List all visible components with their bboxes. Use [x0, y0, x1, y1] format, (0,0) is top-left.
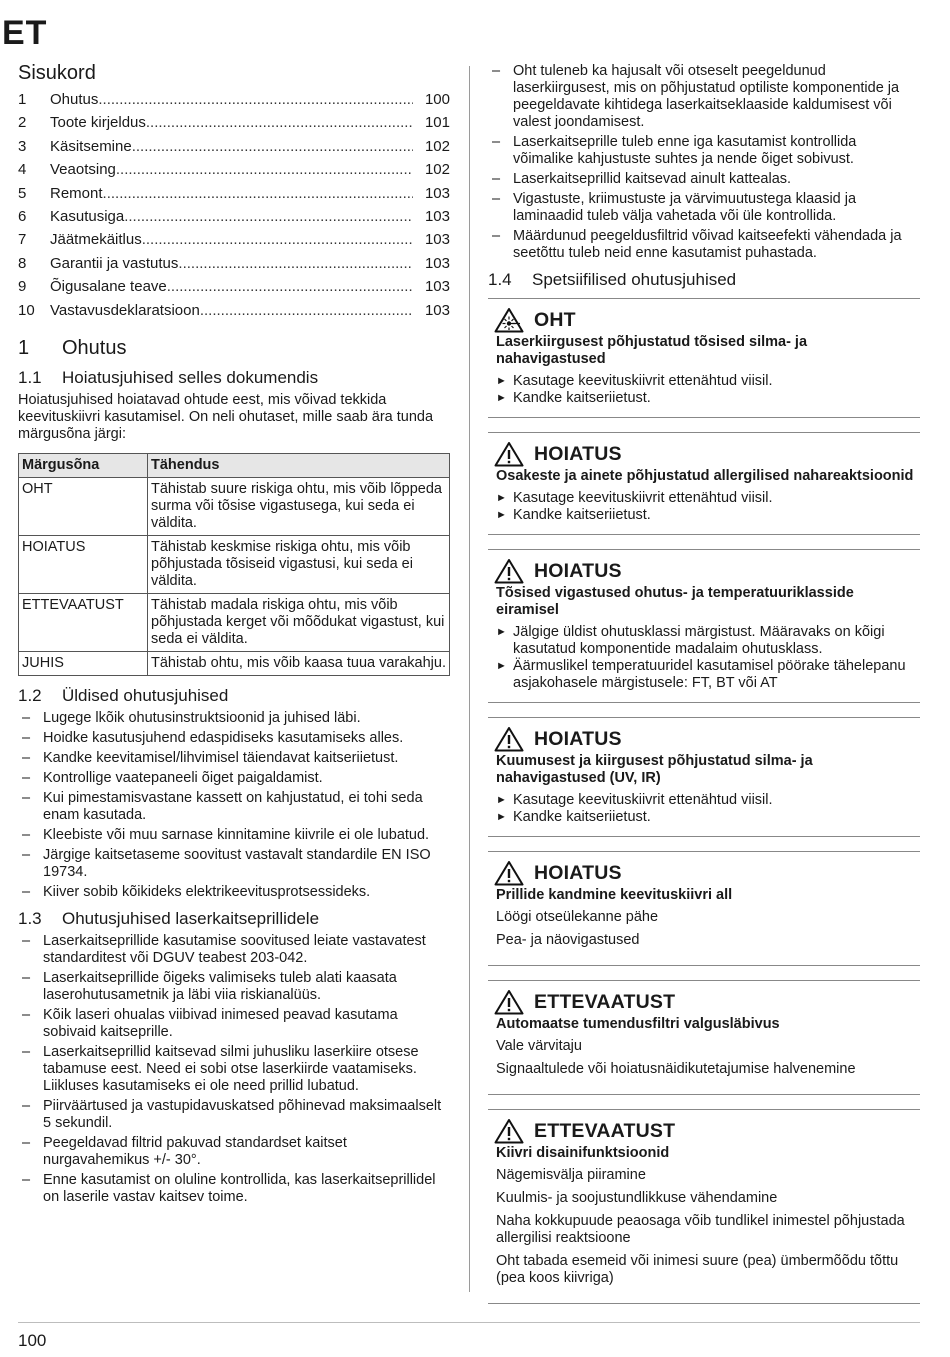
toc-item[interactable]: [18, 185, 450, 208]
table-header: Tähendus: [148, 453, 450, 477]
list-item: – Kontrollige vaatepaneeli õiget paigaldamist.: [18, 770, 450, 787]
laser-safety-list: [18, 933, 450, 1206]
toc-item[interactable]: [18, 138, 450, 161]
toc-item-page: 103: [424, 278, 450, 296]
toc-item[interactable]: [18, 208, 450, 231]
toc-leader-dots: [142, 231, 413, 248]
section-title: Ohutus: [62, 336, 127, 359]
laser-safety-list-continued: [488, 63, 920, 262]
toc-item-label: Jäätmekäitlus: [50, 231, 142, 249]
section-heading: [18, 337, 450, 360]
toc-item-number: 8: [18, 254, 27, 272]
warning-triangle-icon: [488, 726, 534, 752]
section-number: 1: [18, 336, 30, 359]
toc-item[interactable]: [18, 91, 450, 114]
warning-box-header: [488, 307, 920, 333]
toc-item-page: 103: [424, 207, 450, 225]
warning-box-header: [488, 726, 920, 752]
toc-leader-dots: [98, 91, 413, 108]
toc-item-page: 103: [424, 254, 450, 272]
warning-box: [488, 432, 920, 535]
meaning-cell: Tähistab keskmise riskiga ohtu, mis võib põhjustada tõsiseid vigastusi, kui seda ei väldita.: [148, 535, 450, 593]
warning-box: [488, 717, 920, 837]
warning-box-header: [488, 860, 920, 886]
subsection-title: Üldised ohutusjuhised: [62, 685, 229, 705]
toc-item[interactable]: [18, 114, 450, 137]
list-item: – Piirväärtused ja vastupidavuskatsed põhinevad maksimaalselt 5 sekundil.: [18, 1098, 450, 1132]
list-item: – Hoidke kasutusjuhend edaspidiseks kasutamiseks alles.: [18, 730, 450, 747]
warning-consequence: Kuulmis- ja soojustundlikkuse vähendamine: [496, 1190, 778, 1206]
toc-item-number: 6: [18, 207, 27, 225]
list-item: – Laserkaitseprillid kaitsevad silmi juhusliku laserkiire otsese tabamuse eest. Need ei sobi otse laserkiirde vaatamiseks. Liikluses kasutamiseks ei ole need prillid lubatud.: [18, 1044, 450, 1095]
toc-item[interactable]: [18, 231, 450, 254]
toc-leader-dots: [146, 114, 413, 131]
warning-signal-word: HOIATUS: [534, 559, 622, 582]
warning-box-header: [488, 989, 920, 1015]
toc-item[interactable]: [18, 161, 450, 184]
warning-triangle-icon: [488, 441, 534, 467]
warning-triangle-icon: [488, 1118, 534, 1144]
warning-signal-word: ETTEVAATUST: [534, 1119, 676, 1142]
general-safety-list: [18, 710, 450, 901]
warning-boxes: [488, 298, 920, 1304]
toc-item-page: 102: [424, 137, 450, 155]
table-row: [19, 477, 450, 535]
toc-item-label: Vastavusdeklaratsioon: [50, 301, 200, 319]
warning-box: [488, 549, 920, 703]
list-item: – Kandke keevitamisel/lihvimisel täiendavat kaitseriietust.: [18, 750, 450, 767]
warning-signal-word: HOIATUS: [534, 727, 622, 750]
table-header: Märgusõna: [19, 453, 148, 477]
list-item: – Kui pimestamisvastane kassett on kahjustatud, ei tohi seda enam kasutada.: [18, 790, 450, 824]
toc-item-label: Õigusalane teave: [50, 278, 167, 296]
warning-consequence: Naha kokkupuude peaosaga võib tundlikel inimestel põhjustada allergilisi reaktsioone: [496, 1213, 905, 1246]
list-item: – Laserkaitseprille tuleb enne iga kasutamist kontrollida võimalike kahjustuste suhtes ja nende õiget sobivust.: [488, 134, 920, 168]
warning-measures-list: [496, 490, 920, 524]
subsection-heading: [18, 368, 450, 388]
signal-word-table: [18, 453, 450, 676]
subsection-heading: [18, 909, 450, 929]
toc-leader-dots: [103, 185, 413, 202]
list-item: – Laserkaitseprillide õigeks valimiseks tuleb alati kaasata laserohutusametnik ja läbi viia riskianalüüs.: [18, 970, 450, 1004]
warning-hazard-title: Laserkiirgusest põhjustatud tõsised silma- ja nahavigastused: [496, 334, 808, 367]
warning-measure: ► Kasutage keevituskiivrit ettenähtud viisil.: [496, 792, 920, 809]
warning-consequence: Löögi otseülekanne pähe: [496, 909, 659, 925]
toc-item-page: 103: [424, 231, 450, 249]
warning-box: [488, 298, 920, 418]
table-row: [19, 651, 450, 675]
warning-signal-word: HOIATUS: [534, 442, 622, 465]
warning-triangle-icon: [488, 989, 534, 1015]
warning-measure: ► Kasutage keevituskiivrit ettenähtud viisil.: [496, 490, 920, 507]
intro-paragraph: Hoiatusjuhised hoiatavad ohtude eest, mis võivad tekkida keevituskiivri kasutamisel. On neli ohutaset, mille saab ära tunda märgusõna järgi:: [18, 391, 434, 442]
table-of-contents: [18, 91, 450, 325]
signal-word-cell: HOIATUS: [19, 535, 148, 593]
toc-item[interactable]: [18, 278, 450, 301]
subsection-heading: [18, 686, 450, 706]
subsection-heading: [488, 270, 920, 290]
warning-hazard-title: Automaatse tumendusfiltri valgusläbivus: [496, 1016, 780, 1032]
toc-item-page: 103: [424, 184, 450, 202]
list-item: – Enne kasutamist on oluline kontrollida, kas laserkaitseprillidel on laserile vastav kaitsev toime.: [18, 1172, 450, 1206]
list-item: – Laserkaitseprillide kasutamise soovitused leiate vastavatest standarditest või DGUV teabest 203-042.: [18, 933, 450, 967]
subsection-title: Hoiatusjuhised selles dokumendis: [62, 367, 319, 387]
toc-item-number: 2: [18, 114, 27, 132]
warning-measures-list: [496, 624, 920, 692]
list-item: – Lugege lkõik ohutusinstruktsioonid ja juhised läbi.: [18, 710, 450, 727]
right-column: [488, 63, 920, 1318]
warning-box-header: [488, 1118, 920, 1144]
toc-item-page: 103: [424, 301, 450, 319]
toc-item-page: 102: [424, 161, 450, 179]
meaning-cell: Tähistab ohtu, mis võib kaasa tuua varakahju.: [148, 651, 450, 675]
warning-consequence: Vale värvitaju: [496, 1038, 582, 1054]
meaning-cell: Tähistab madala riskiga ohtu, mis võib põhjustada kerget või mõõdukat vigastust, kui seda ei väldita.: [148, 593, 450, 651]
toc-item[interactable]: [18, 302, 450, 325]
toc-item-label: Käsitsemine: [50, 137, 132, 155]
warning-hazard-title: Kuumusest ja kiirgusest põhjustatud silma- ja nahavigastused (UV, IR): [496, 753, 813, 786]
warning-box: [488, 851, 920, 966]
warning-consequence: Oht tabada esemeid või inimesi suure (pea) ümbermõõdu tõttu (pea koos kiivriga): [496, 1253, 899, 1286]
list-item: – Vigastuste, kriimustuste ja värvimuutustega klaasid ja laminaadid tuleb välja vahetada või üle kontrollida.: [488, 191, 920, 225]
warning-signal-word: OHT: [534, 308, 576, 331]
toc-item-label: Remont: [50, 184, 103, 202]
list-item: – Oht tuleneb ka hajusalt või otseselt peegeldunud laserkiirgusest, mis on põhjustatud optiliste komponentide ja peegeldavate kihtidega laserkaitseklaaside kaldumisest või valest joondamisest.: [488, 63, 920, 131]
language-code: ET: [2, 14, 48, 52]
subsection-number: 1.4: [488, 270, 512, 289]
column-divider: [469, 66, 470, 1292]
signal-word-cell: OHT: [19, 477, 148, 535]
warning-triangle-icon: [488, 860, 534, 886]
warning-measures-list: [496, 373, 920, 407]
toc-item-page: 101: [424, 114, 450, 132]
signal-word-cell: JUHIS: [19, 651, 148, 675]
toc-leader-dots: [132, 138, 413, 155]
table-row: [19, 593, 450, 651]
toc-item-page: 100: [424, 91, 450, 108]
toc-item-label: Garantii ja vastutus: [50, 254, 179, 272]
toc-item[interactable]: [18, 255, 450, 278]
list-item: – Kõik laseri ohualas viibivad inimesed peavad kasutama sobivaid kaitseprille.: [18, 1007, 450, 1041]
signal-word-cell: ETTEVAATUST: [19, 593, 148, 651]
warning-measure: ► Kasutage keevituskiivrit ettenähtud viisil.: [496, 373, 920, 390]
warning-triangle-icon: [488, 558, 534, 584]
subsection-number: 1.2: [18, 685, 42, 705]
toc-leader-dots: [178, 255, 413, 272]
laser-warning-icon: [488, 307, 534, 333]
warning-signal-word: ETTEVAATUST: [534, 990, 676, 1013]
subsection-number: 1.1: [18, 367, 42, 387]
list-item: – Kiiver sobib kõikideks elektrikeevitusprotsessideks.: [18, 884, 450, 901]
toc-item-number: 4: [18, 161, 27, 179]
toc-item-number: 10: [18, 301, 35, 319]
warning-box: [488, 1109, 920, 1304]
toc-item-number: 9: [18, 278, 27, 296]
toc-leader-dots: [116, 161, 413, 178]
list-item: – Kleebiste või muu sarnase kinnitamine kiivrile ei ole lubatud.: [18, 827, 450, 844]
warning-consequence: Signaaltulede või hoiatusnäidikutetajumise halvenemine: [496, 1061, 856, 1077]
toc-leader-dots: [124, 208, 413, 225]
list-item: – Laserkaitseprillid kaitsevad ainult kattealas.: [488, 171, 920, 188]
toc-item-number: 3: [18, 137, 27, 155]
warning-measure: ► Äärmuslikel temperatuuridel kasutamisel pöörake tähelepanu asjakohasele märgistusele: FT, BT või AT: [496, 658, 920, 692]
warning-consequence: Nägemisvälja piiramine: [496, 1167, 646, 1183]
toc-item-label: Kasutusiga: [50, 207, 125, 225]
page-number: 100: [18, 1331, 47, 1350]
subsection-title: Ohutusjuhised laserkaitseprillidele: [62, 908, 320, 928]
list-item: – Peegeldavad filtrid pakuvad standardset kaitset nurgavahemikus +/- 30°.: [18, 1135, 450, 1169]
warning-box-header: [488, 441, 920, 467]
toc-item-label: Ohutus: [50, 91, 99, 108]
warning-consequence: Pea- ja näovigastused: [496, 932, 640, 948]
toc-title: Sisukord: [18, 62, 96, 84]
warning-measure: ► Jälgige üldist ohutusklassi märgistust. Määravaks on kõigi kasutatud komponentide madalaim ohutusklass.: [496, 624, 920, 658]
footer-rule: [18, 1322, 920, 1323]
warning-box: [488, 980, 920, 1095]
meaning-cell: Tähistab suure riskiga ohtu, mis võib lõppeda surma või tõsise vigastusega, kui seda ei väldita.: [148, 477, 450, 535]
toc-item-label: Veaotsing: [50, 161, 116, 179]
subsection-title: Spetsiifilised ohutusjuhised: [532, 270, 737, 289]
warning-hazard-title: Prillide kandmine keevituskiivri all: [496, 887, 733, 903]
list-item: – Määrdunud peegeldusfiltrid võivad kaitseefekti vähendada ja seetõttu tuleb neid enne kasutamist puhastada.: [488, 228, 920, 262]
warning-measure: ► Kandke kaitseriietust.: [496, 809, 920, 826]
subsection-number: 1.3: [18, 908, 42, 928]
warning-signal-word: HOIATUS: [534, 861, 622, 884]
table-row: [19, 535, 450, 593]
toc-item-number: 1: [18, 91, 27, 108]
list-item: – Järgige kaitsetaseme soovitust vastavalt standardile EN ISO 19734.: [18, 847, 450, 881]
toc-leader-dots: [200, 302, 413, 319]
toc-item-number: 7: [18, 231, 27, 249]
warning-hazard-title: Kiivri disainifunktsioonid: [496, 1145, 670, 1161]
warning-hazard-title: Tõsised vigastused ohutus- ja temperatuuriklasside eiramisel: [496, 585, 854, 618]
warning-box-header: [488, 558, 920, 584]
toc-item-label: Toote kirjeldus: [50, 114, 146, 132]
left-column: [18, 62, 450, 1214]
toc-item-number: 5: [18, 184, 27, 202]
table-header-row: [19, 453, 450, 477]
warning-measure: ► Kandke kaitseriietust.: [496, 507, 920, 524]
warning-measures-list: [496, 792, 920, 826]
warning-measure: ► Kandke kaitseriietust.: [496, 390, 920, 407]
warning-hazard-title: Osakeste ja ainete põhjustatud allergilised nahareaktsioonid: [496, 468, 914, 484]
toc-leader-dots: [167, 278, 413, 295]
